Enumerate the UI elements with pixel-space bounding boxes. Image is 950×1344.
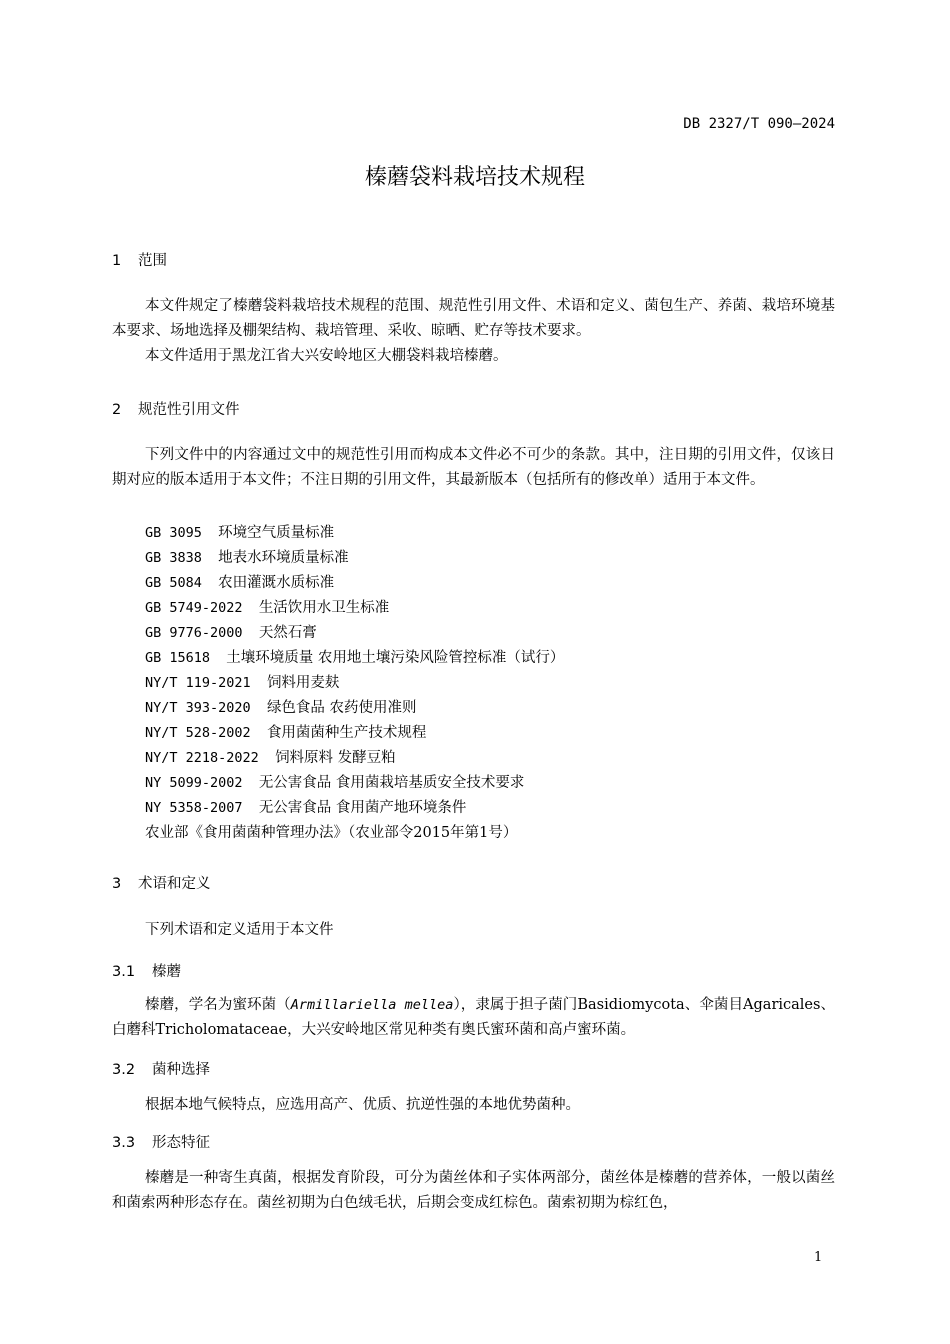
reference-name: 饲料原料 发酵豆粕 [275, 750, 396, 766]
reference-name: 土壤环境质量 农用地土壤污染风险管控标准（试行） [226, 650, 565, 666]
reference-name: 饲料用麦麸 [266, 675, 340, 691]
terms-intro: 下列术语和定义适用于本文件 [145, 922, 334, 938]
reference-item [145, 796, 466, 817]
strain-selection-paragraph: 根据本地气候特点，应选用高产、优质、抗逆性强的本地优势菌种。 [145, 1097, 580, 1113]
reference-name: 地表水环境质量标准 [218, 550, 349, 566]
reference-item [145, 746, 396, 767]
reference-code: NY/T 393-2020 [145, 700, 251, 716]
reference-name: 农田灌溉水质标准 [218, 575, 335, 591]
section-2-heading [112, 398, 240, 419]
reference-item [145, 671, 339, 692]
subsection-3-2-heading [112, 1058, 210, 1079]
subsection-3-3-heading [112, 1131, 210, 1152]
subsection-title: 榛蘑 [152, 964, 181, 980]
reference-item-last: 农业部《食用菌菌种管理办法》（农业部令2015年第1号） [145, 825, 518, 841]
document-title: 榛蘑袋料栽培技术规程 [364, 165, 585, 190]
section-number: 2 [112, 402, 122, 418]
reference-name: 食用菌菌种生产技术规程 [266, 725, 427, 741]
reference-name: 环境空气质量标准 [218, 525, 335, 541]
reference-name: 无公害食品 食用菌产地环境条件 [258, 800, 467, 816]
reference-item [145, 621, 317, 642]
morphology-paragraph: 榛蘑是一种寄生真菌，根据发育阶段，可分为菌丝体和子实体两部分，菌丝体是榛蘑的营养体，一般以菌丝和菌索两种形态存在。菌丝初期为白色绒毛状，后期会变成红棕色。菌索初期为棕红色， [112, 1170, 835, 1211]
normative-references-intro: 下列文件中的内容通过文中的规范性引用而构成本文件必不可少的条款。其中，注日期的引用文件，仅该日期对应的版本适用于本文件；不注日期的引用文件，其最新版本（包括所有的修改单）适用于本文件。 [112, 447, 835, 488]
scope-paragraph-1: 本文件规定了榛蘑袋料栽培技术规程的范围、规范性引用文件、术语和定义、菌包生产、养菌、栽培环境基本要求、场地选择及棚架结构、栽培管理、采收、晾晒、贮存等技术要求。 [112, 298, 835, 339]
reference-item [145, 546, 349, 567]
standard-code: DB 2327/T 090—2024 [683, 116, 835, 132]
reference-item [145, 596, 389, 617]
definition-text-b: ），隶属于担子菌门Basidiomycota、伞菌目Agaricales、白蘑科Tricholomataceae，大兴安岭地区常见种类有奥氏蜜环菌和高卢蜜环菌。 [112, 997, 836, 1038]
reference-item [145, 721, 426, 742]
latin-name: Armillariella mellea [290, 997, 454, 1013]
subsection-title: 形态特征 [152, 1135, 210, 1151]
reference-item [145, 571, 334, 592]
reference-code: NY 5358-2007 [145, 800, 243, 816]
reference-code: GB 5084 [145, 575, 202, 591]
reference-code: NY/T 528-2002 [145, 725, 251, 741]
reference-code: GB 5749-2022 [145, 600, 243, 616]
section-title: 术语和定义 [138, 876, 211, 892]
subsection-title: 菌种选择 [152, 1062, 210, 1078]
subsection-3-1-heading [112, 960, 181, 981]
definition-paragraph [112, 993, 835, 1043]
section-number: 3 [112, 876, 122, 892]
reference-name: 无公害食品 食用菌栽培基质安全技术要求 [258, 775, 525, 791]
reference-name: 生活饮用水卫生标准 [258, 600, 390, 616]
section-title: 范围 [138, 253, 167, 269]
reference-item [145, 696, 417, 717]
subsection-number: 3.3 [112, 1135, 136, 1151]
reference-item [145, 646, 564, 667]
scope-paragraph-2: 本文件适用于黑龙江省大兴安岭地区大棚袋料栽培榛蘑。 [145, 348, 508, 364]
reference-code: NY/T 119-2021 [145, 675, 251, 691]
reference-item [145, 521, 334, 542]
section-1-heading [112, 249, 167, 270]
section-3-heading [112, 872, 211, 893]
reference-code: GB 3838 [145, 550, 202, 566]
reference-code: NY 5099-2002 [145, 775, 243, 791]
reference-name: 绿色食品 农药使用准则 [266, 700, 417, 716]
subsection-number: 3.2 [112, 1062, 136, 1078]
reference-name: 天然石膏 [258, 625, 317, 641]
reference-code: NY/T 2218-2022 [145, 750, 259, 766]
section-title: 规范性引用文件 [138, 402, 240, 418]
page-number: 1 [814, 1250, 823, 1265]
subsection-number: 3.1 [112, 964, 136, 980]
section-number: 1 [112, 253, 122, 269]
reference-code: GB 15618 [145, 650, 211, 666]
definition-text-a: 榛蘑，学名为蜜环菌（ [145, 997, 291, 1013]
reference-code: GB 3095 [145, 525, 202, 541]
reference-item [145, 771, 524, 792]
reference-code: GB 9776-2000 [145, 625, 243, 641]
